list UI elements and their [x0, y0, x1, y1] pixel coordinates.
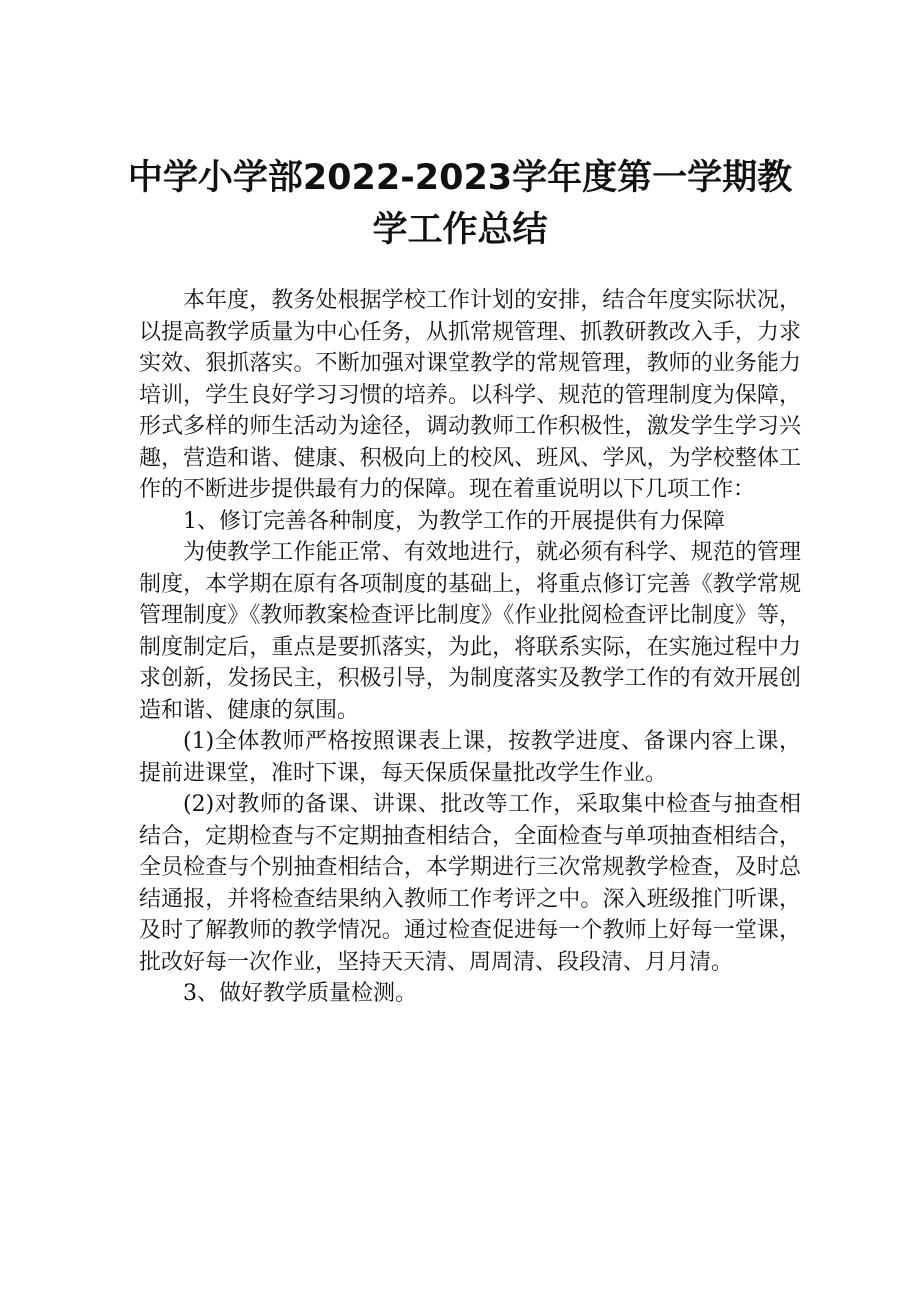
paragraph-item-1: (1)全体教师严格按照课表上课，按教学进度、备课内容上课，提前进课堂，准时下课，每天保质保量批改学生作业。: [139, 729, 801, 786]
section-heading-1: 1、修订完善各种制度，为教学工作的开展提供有力保障: [183, 508, 725, 534]
document-title: 中学小学部2022-2023学年度第一学期教学工作总结: [127, 158, 793, 250]
document-body: [139, 285, 801, 1010]
paragraph-item-2: (2)对教师的备课、讲课、批改等工作，采取集中检查与抽查相结合，定期检查与不定期抽查相结合，全面检查与单项抽查相结合，全员检查与个别抽查相结合，本学期进行三次常规教学检查，及时总结通报，并将检查结果纳入教师工作考评之中。深入班级推门听课，及时了解教师的教学情况。通过检查促进每一个教师上好每一堂课，批改好每一次作业，坚持天天清、周周清、段段清、月月清。: [139, 792, 801, 975]
paragraph-intro: 本年度，教务处根据学校工作计划的安排，结合年度实际状况，以提高教学质量为中心任务，从抓常规管理、抓教研教改入手，力求实效、狠抓落实。不断加强对课堂教学的常规管理，教师的业务能力培训，学生良好学习习惯的培养。以科学、规范的管理制度为保障，形式多样的师生活动为途径，调动教师工作积极性，激发学生学习兴趣，营造和谐、健康、积极向上的校风、班风、学风，为学校整体工作的不断进步提供最有力的保障。现在着重说明以下几项工作：: [139, 288, 801, 502]
section-heading-3: 3、做好教学质量检测。: [183, 981, 417, 1006]
paragraph-section-1: 为使教学工作能正常、有效地进行，就必须有科学、规范的管理制度，本学期在原有各项制度的基础上，将重点修订完善《教学常规管理制度》《教师教案检查评比制度》《作业批阅检查评比制度》等，制度制定后，重点是要抓落实，为此，将联系实际，在实施过程中力求创新，发扬民主，积极引导，为制度落实及教学工作的有效开展创造和谐、健康的氛围。: [139, 540, 801, 723]
